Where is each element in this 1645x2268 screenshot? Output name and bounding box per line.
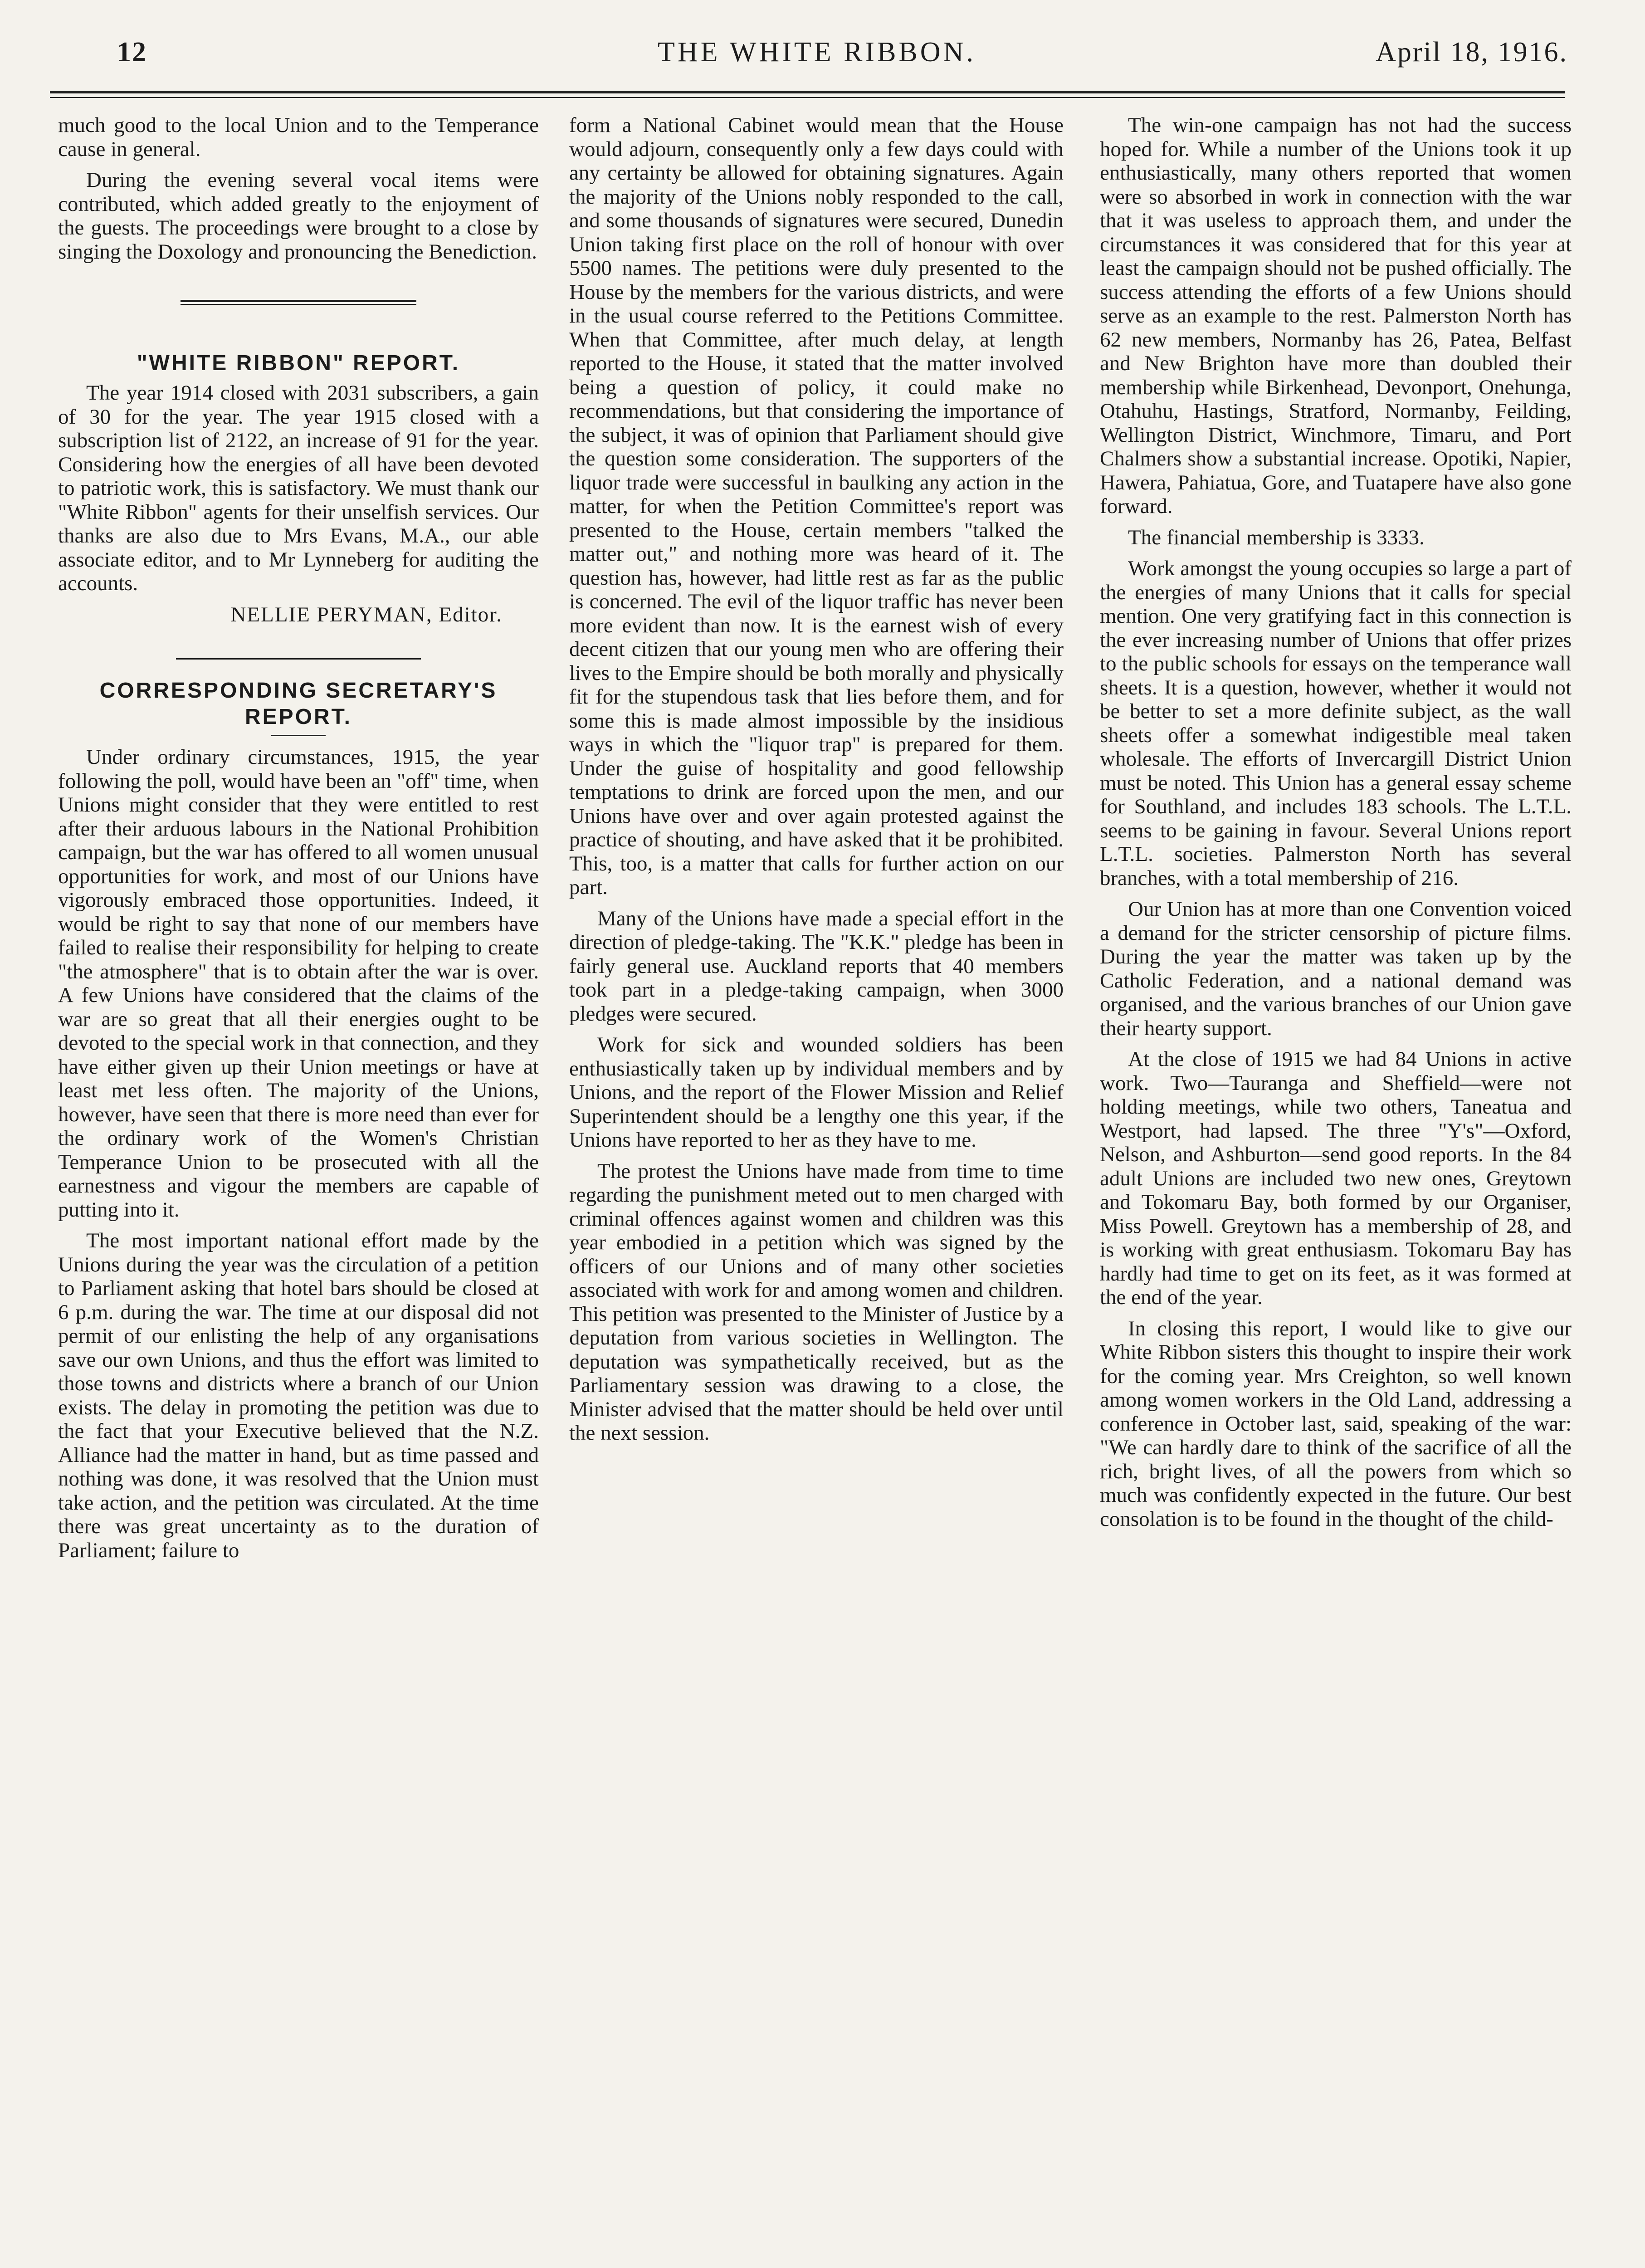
paragraph: In closing this report, I would like to give our White Ribbon sisters this thought to inspire their work for the coming year. Mrs Creighton, so well known among women workers in the Old Land, addressing a conference in October last, said, speaking of the war: "We can hardly dare to think of the sacrifice of all the rich, bright lives, of all the powers from which so much was confidently expected in the future. Our best consolation is to be found in the thought of the child- xyxy=(1100,1316,1572,1531)
paragraph: The year 1914 closed with 2031 subscribers, a gain of 30 for the year. The year 1915 closed with a subscription list of 2122, an increase of 91 for the year. Considering how the energies of all have been devoted to patriotic work, this is satisfactory. We must thank our "White Ribbon" agents for their unselfish services. Our thanks are also due to Mrs Evans, M.A., our able associate editor, and to Mr Lynneberg for auditing the accounts. xyxy=(58,381,539,595)
paragraph: Work amongst the young occupies so large a part of the energies of many Unions that it calls for special mention. One very gratifying fact in this connection is the ever increasing number of Unions that offer prizes to the public schools for essays on the temperance wall sheets. It is a question, however, whether it would not be better to set a more definite subject, as the wall sheets offer a somewhat indigestible meal taken wholesale. The efforts of Invercargill District Union must be noted. This Union has a general essay scheme for Southland, and includes 183 schools. The L.T.L. seems to be gaining in favour. Several Unions report L.T.L. societies. Palmerston North has several branches, with a total membership of 216. xyxy=(1100,557,1572,890)
paragraph: The most important national effort made by the Unions during the year was the circulation of a petition to Parliament asking that hotel bars should be closed at 6 p.m. during the war. The time at our disposal did not permit of our enlisting the help of any organisations save our own Unions, and thus the effort was limited to those towns and districts where a branch of our Union exists. The delay in promoting the petition was due to the fact that your Executive believed that the N.Z. Alliance had the matter in hand, but as time passed and nothing was done, it was resolved that the Union must take action, and the petition was circulated. At the time there was great uncertainty as to the duration of Parliament; failure to xyxy=(58,1229,539,1562)
issue-date: April 18, 1916. xyxy=(1376,37,1568,68)
column-2 xyxy=(569,113,1064,2268)
paragraph: At the close of 1915 we had 84 Unions in active work. Two—Tauranga and Sheffield—were not holding meetings, while two others, Taneatua and Westport, had lapsed. The three "Y's"—Oxford, Nelson, and Ashburton—send good reports. In the 84 adult Unions are included two new ones, Greytown and Tokomaru Bay, both formed by our Organiser, Miss Powell. Greytown has a membership of 28, and is working with great enthusiasm. Tokomaru Bay has hardly had time to get on its feet, as it was formed at the end of the year. xyxy=(1100,1047,1572,1309)
page-header xyxy=(0,36,1645,91)
publication-title: THE WHITE RIBBON. xyxy=(658,37,976,68)
paragraph: The protest the Unions have made from time to time regarding the punishment meted out to men charged with criminal offences against women and children was this year embodied in a petition which was signed by the officers of our Unions and of many other societies associated with work for and among women and children. This petition was presented to the Minister of Justice by a deputation from various societies in Wellington. The deputation was sympathetically received, but as the Parliamentary session was drawing to a close, the Minister advised that the matter should be held over until the next session. xyxy=(569,1159,1064,1445)
paragraph: Our Union has at more than one Convention voiced a demand for the stricter censorship of picture films. During the year the matter was taken up by the Catholic Federation, and a national demand was organised, and the various branches of our Union gave their hearty support. xyxy=(1100,897,1572,1040)
header-rule-thin xyxy=(50,97,1565,98)
paragraph: The win-one campaign has not had the success hoped for. While a number of the Unions took it up enthusiastically, many others reported that women were so absorbed in work in connection with the war that it was useless to approach them, and under the circumstances it was considered that for this year at least the campaign should not be pushed officially. The success attending the efforts of a few Unions should serve as an example to the rest. Palmerston North has 62 new members, Normanby has 26, Patea, Belfast and New Brighton have more than doubled their membership while Birkenhead, Devonport, Onehunga, Otahuhu, Hastings, Stratford, Normanby, Feilding, Wellington District, Winchmore, Timaru, and Port Chalmers show a substantial increase. Opotiki, Napier, Hawera, Pahiatua, Gore, and Tuatapere have also gone forward. xyxy=(1100,113,1572,518)
column-3 xyxy=(1100,113,1572,2268)
paragraph: The financial membership is 3333. xyxy=(1128,525,1425,549)
paragraph: Work for sick and wounded soldiers has been enthusiastically taken up by individual members and by Unions, and the report of the Flower Mission and Relief Superintendent should be a lengthy one this year, if the Unions have reported to her as they have to me. xyxy=(569,1033,1064,1152)
paragraph: form a National Cabinet would mean that the House would adjourn, consequently only a few days could with any certainty be allowed for obtaining signatures. Again the majority of the Unions nobly responded to the call, and some thousands of signatures were secured, Dunedin Union taking first place on the roll of honour with over 5500 names. The petitions were duly presented to the House by the members for the various districts, and were in the usual course referred to the Petitions Committee. When that Committee, after much delay, at length reported to the House, it stated that the matter involved being a question of policy, it could make no recommendations, but that considering the importance of the subject, it was of opinion that Parliament should give the question some consideration. The supporters of the liquor trade were successful in baulking any action in the matter, for when the Petition Committee's report was presented to the House, certain members "talked the matter out," and nothing more was heard of it. The question has, however, had little rest as far as the public is concerned. The evil of the liquor traffic has never been more evident than now. It is the earnest wish of every decent citizen that our young men who are offering their lives to the Empire should be both morally and physically fit for the stupendous task that lies before them, and for some this is made almost impossible by the insidious ways in which the "liquor trap" is prepared for them. Under the guise of hospitality and good fellowship temptations to drink are forced upon the men, and our Unions have over and over again protested against the practice of shouting, and have asked that it be prohibited. This, too, is a matter that calls for further action on our part. xyxy=(569,113,1064,899)
section-divider xyxy=(176,658,421,660)
header-rule xyxy=(50,91,1565,93)
page-number: 12 xyxy=(117,37,147,68)
section-divider xyxy=(181,300,416,305)
white-ribbon-report-heading: "WHITE RIBBON" REPORT. xyxy=(137,351,460,375)
paragraph: Many of the Unions have made a special effort in the direction of pledge-taking. The "K.K." pledge has been in fairly general use. Auckland reports that 40 members took part in a pledge-taking campaign, when 3000 pledges were secured. xyxy=(569,906,1064,1026)
heading-rule xyxy=(271,735,326,736)
paragraph: Under ordinary circumstances, 1915, the year following the poll, would have been an "off" time, when Unions might consider that they were entitled to rest after their arduous labours in the National Prohibition campaign, but the war has offered to all women unusual opportunities for work, and most of our Unions have vigorously embraced those opportunities. Indeed, it would be right to say that none of our members have failed to realise their responsibility for helping to create "the atmosphere" that is to obtain after the war is over. A few Unions have considered that the claims of the war are so great that all their energies ought to be devoted to the special work in that connection, and they have either given up their Union meetings or have at least met less often. The majority of the Unions, however, have seen that there is more need than ever for the ordinary work of the Women's Christian Temperance Union to be prosecuted with all the earnestness and vigour the members are capable of putting into it. xyxy=(58,745,539,1222)
paragraph: much good to the local Union and to the Temperance cause in general. xyxy=(58,113,539,161)
paragraph: During the evening several vocal items were contributed, which added greatly to the enjoyment of the guests. The proceedings were brought to a close by singing the Doxology and pronouncing the Benediction. xyxy=(58,168,539,264)
editor-signature: NELLIE PERYMAN, Editor. xyxy=(230,602,503,626)
column-1 xyxy=(58,113,539,2268)
corresponding-secretary-report-heading: CORRESPONDING SECRETARY'S REPORT. xyxy=(99,679,498,729)
